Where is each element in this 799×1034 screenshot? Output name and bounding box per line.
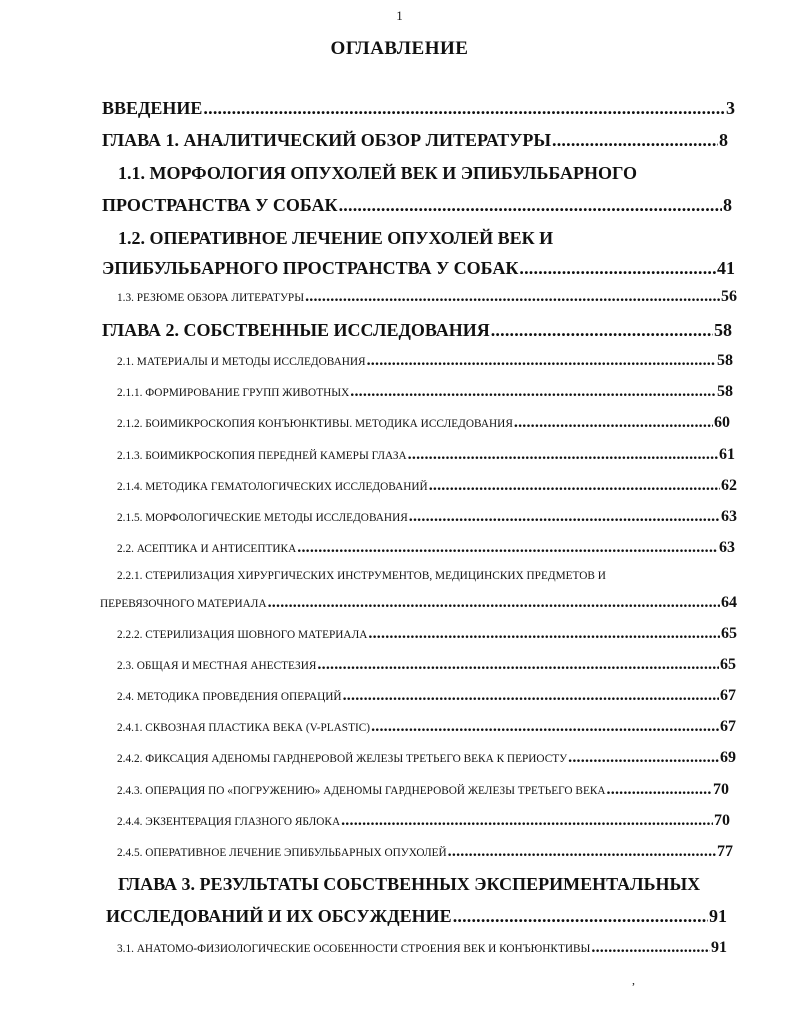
toc-entry-text: 2.3. ОБЩАЯ И МЕСТНАЯ АНЕСТЕЗИЯ (117, 660, 317, 672)
toc-leader-dots (429, 477, 720, 495)
toc-entry-2-1-4[interactable] (117, 477, 737, 495)
toc-page-number: 41 (717, 258, 735, 278)
toc-entry-1-2-line1: 1.2. ОПЕРАТИВНОЕ ЛЕЧЕНИЕ ОПУХОЛЕЙ ВЕК И (118, 228, 554, 248)
toc-entry-2-1-3[interactable] (117, 446, 735, 464)
toc-entry-2-4-4[interactable] (117, 812, 730, 830)
toc-entry-text: 3.1. АНАТОМО-ФИЗИОЛОГИЧЕСКИЕ ОСОБЕННОСТИ СТРОЕНИЯ ВЕК И КОНЪЮНКТИВЫ (117, 943, 591, 955)
toc-entry-text: 1.3. РЕЗЮМЕ ОБЗОРА ЛИТЕРАТУРЫ (117, 292, 305, 304)
toc-entry-3-1[interactable] (117, 939, 727, 957)
toc-page-number: 67 (720, 718, 736, 735)
toc-entry-1-3[interactable] (117, 288, 737, 306)
toc-page-number: 70 (713, 781, 729, 798)
toc-entry-chapter-3-line1: ГЛАВА 3. РЕЗУЛЬТАТЫ СОБСТВЕННЫХ ЭКСПЕРИМЕНТАЛЬНЫХ (118, 874, 701, 894)
toc-page-number: 67 (720, 687, 736, 704)
toc-entry-text: 2.2.2. СТЕРИЛИЗАЦИЯ ШОВНОГО МАТЕРИАЛА (117, 629, 368, 641)
toc-entry-intro[interactable] (102, 98, 735, 119)
toc-entry-text: 2.1.2. БОИМИКРОСКОПИЯ КОНЪЮНКТИВЫ. МЕТОДИКА ИССЛЕДОВАНИЯ (117, 418, 513, 430)
toc-entry-2-2-2[interactable] (117, 625, 737, 643)
toc-leader-dots (409, 508, 720, 526)
toc-leader-dots (297, 539, 718, 557)
toc-entry-2-2[interactable] (117, 539, 735, 557)
toc-page-number: 91 (711, 939, 727, 956)
toc-page-number: 8 (723, 195, 732, 215)
toc-page-number: 61 (719, 446, 735, 463)
toc-entry-text: 2.4. МЕТОДИКА ПРОВЕДЕНИЯ ОПЕРАЦИЙ (117, 691, 342, 703)
toc-entry-text: 2.4.2. ФИКСАЦИЯ АДЕНОМЫ ГАРДНЕРОВОЙ ЖЕЛЕЗЫ ТРЕТЬЕГО ВЕКА К ПЕРИОСТУ (117, 753, 568, 765)
toc-leader-dots (514, 414, 713, 432)
toc-entry-2-3[interactable] (117, 656, 736, 674)
toc-leader-dots (268, 594, 720, 612)
toc-entry-text: 2.1.5. МОРФОЛОГИЧЕСКИЕ МЕТОДЫ ИССЛЕДОВАНИЯ (117, 512, 408, 524)
toc-page-number: 60 (714, 414, 730, 431)
toc-leader-dots (367, 352, 716, 370)
toc-entry-text: 2.1.3. БОИМИКРОСКОПИЯ ПЕРЕДНЕЙ КАМЕРЫ ГЛАЗА (117, 450, 407, 462)
page-number: 1 (396, 8, 403, 23)
toc-page-number: 91 (709, 906, 727, 926)
toc-entry-2-4-5[interactable] (117, 843, 733, 861)
toc-leader-dots (453, 906, 708, 927)
toc-entry-text: 2.4.3. ОПЕРАЦИЯ ПО «ПОГРУЖЕНИЮ» АДЕНОМЫ ГАРДНЕРОВОЙ ЖЕЛЕЗЫ ТРЕТЬЕГО ВЕКА (117, 785, 606, 797)
toc-page-number: 58 (714, 320, 732, 340)
toc-leader-dots (305, 288, 720, 306)
toc-leader-dots (371, 718, 719, 736)
toc-entry-text: ПРОСТРАНСТВА У СОБАК (102, 195, 338, 215)
toc-entry-text: ВВЕДЕНИЕ (102, 98, 203, 118)
toc-page-number: 77 (717, 843, 733, 860)
toc-entry-text: 2.1.4. МЕТОДИКА ГЕМАТОЛОГИЧЕСКИХ ИССЛЕДОВАНИЙ (117, 481, 428, 493)
toc-page-number: 58 (717, 383, 733, 400)
toc-entry-2-4-2[interactable] (117, 749, 736, 767)
toc-entry-2-2-1[interactable] (100, 594, 737, 612)
toc-leader-dots (350, 383, 716, 401)
toc-entry-text: 2.4.5. ОПЕРАТИВНОЕ ЛЕЧЕНИЕ ЭПИБУЛЬБАРНЫХ ОПУХОЛЕЙ (117, 847, 447, 859)
scan-mark: , (632, 973, 635, 987)
toc-entry-chapter-2[interactable] (102, 320, 732, 341)
toc-page-number: 62 (721, 477, 737, 494)
toc-entry-text: 2.1. МАТЕРИАЛЫ И МЕТОДЫ ИССЛЕДОВАНИЯ (117, 356, 366, 368)
toc-entry-2-1-1[interactable] (117, 383, 733, 401)
toc-entry-1-1-line1: 1.1. МОРФОЛОГИЯ ОПУХОЛЕЙ ВЕК И ЭПИБУЛЬБАРНОГО (118, 163, 638, 183)
toc-page-number: 58 (717, 352, 733, 369)
toc-entry-1-2[interactable] (102, 258, 735, 279)
toc-entry-2-1[interactable] (117, 352, 733, 370)
toc-page-number: 69 (720, 749, 736, 766)
toc-leader-dots (341, 812, 713, 830)
toc-entry-text: ИССЛЕДОВАНИЙ И ИХ ОБСУЖДЕНИЕ (106, 906, 452, 926)
toc-leader-dots (568, 749, 719, 767)
toc-page-number: 3 (726, 98, 735, 118)
toc-leader-dots (448, 843, 716, 861)
toc-entry-2-1-2[interactable] (117, 414, 730, 432)
toc-page-number: 8 (719, 130, 728, 150)
toc-entry-chapter-3[interactable] (106, 906, 727, 927)
toc-leader-dots (317, 656, 719, 674)
toc-entry-2-4-3[interactable] (117, 781, 729, 799)
toc-page-number: 63 (719, 539, 735, 556)
toc-entry-2-4-1[interactable] (117, 718, 736, 736)
toc-entry-chapter-1[interactable] (102, 130, 728, 151)
toc-entry-text: ГЛАВА 2. СОБСТВЕННЫЕ ИССЛЕДОВАНИЯ (102, 320, 490, 340)
toc-entry-1-1[interactable] (102, 195, 732, 216)
toc-entry-text: 2.4.4. ЭКЗЕНТЕРАЦИЯ ГЛАЗНОГО ЯБЛОКА (117, 816, 341, 828)
toc-page-number: 64 (721, 594, 737, 611)
toc-entry-text: ГЛАВА 1. АНАЛИТИЧЕСКИЙ ОБЗОР ЛИТЕРАТУРЫ (102, 130, 552, 150)
toc-leader-dots (552, 130, 718, 151)
toc-entry-2-1-5[interactable] (117, 508, 737, 526)
toc-page-number: 65 (720, 656, 736, 673)
toc-entry-text: ПЕРЕВЯЗОЧНОГО МАТЕРИАЛА (100, 598, 267, 610)
page-title: ОГЛАВЛЕНИЕ (330, 38, 469, 59)
toc-leader-dots (491, 320, 713, 341)
toc-entry-2-2-1-line1: 2.2.1. СТЕРИЛИЗАЦИЯ ХИРУРГИЧЕСКИХ ИНСТРУМЕНТОВ, МЕДИЦИНСКИХ ПРЕДМЕТОВ И (117, 570, 606, 582)
toc-leader-dots (408, 446, 718, 464)
toc-leader-dots (607, 781, 712, 799)
toc-entry-text: 2.1.1. ФОРМИРОВАНИЕ ГРУПП ЖИВОТНЫХ (117, 387, 350, 399)
toc-leader-dots (339, 195, 722, 216)
toc-page-number: 70 (714, 812, 730, 829)
toc-leader-dots (519, 258, 716, 279)
toc-entry-text: ЭПИБУЛЬБАРНОГО ПРОСТРАНСТВА У СОБАК (102, 258, 519, 278)
toc-page-number: 63 (721, 508, 737, 525)
toc-leader-dots (203, 98, 725, 119)
toc-leader-dots (343, 687, 719, 705)
toc-entry-text: 2.2. АСЕПТИКА И АНТИСЕПТИКА (117, 543, 297, 555)
toc-page-number: 56 (721, 288, 737, 305)
toc-entry-text: 2.4.1. СКВОЗНАЯ ПЛАСТИКА ВЕКА (V-PLASTIC) (117, 722, 371, 734)
toc-page-number: 65 (721, 625, 737, 642)
toc-entry-2-4[interactable] (117, 687, 736, 705)
toc-leader-dots (591, 939, 710, 957)
toc-leader-dots (368, 625, 720, 643)
